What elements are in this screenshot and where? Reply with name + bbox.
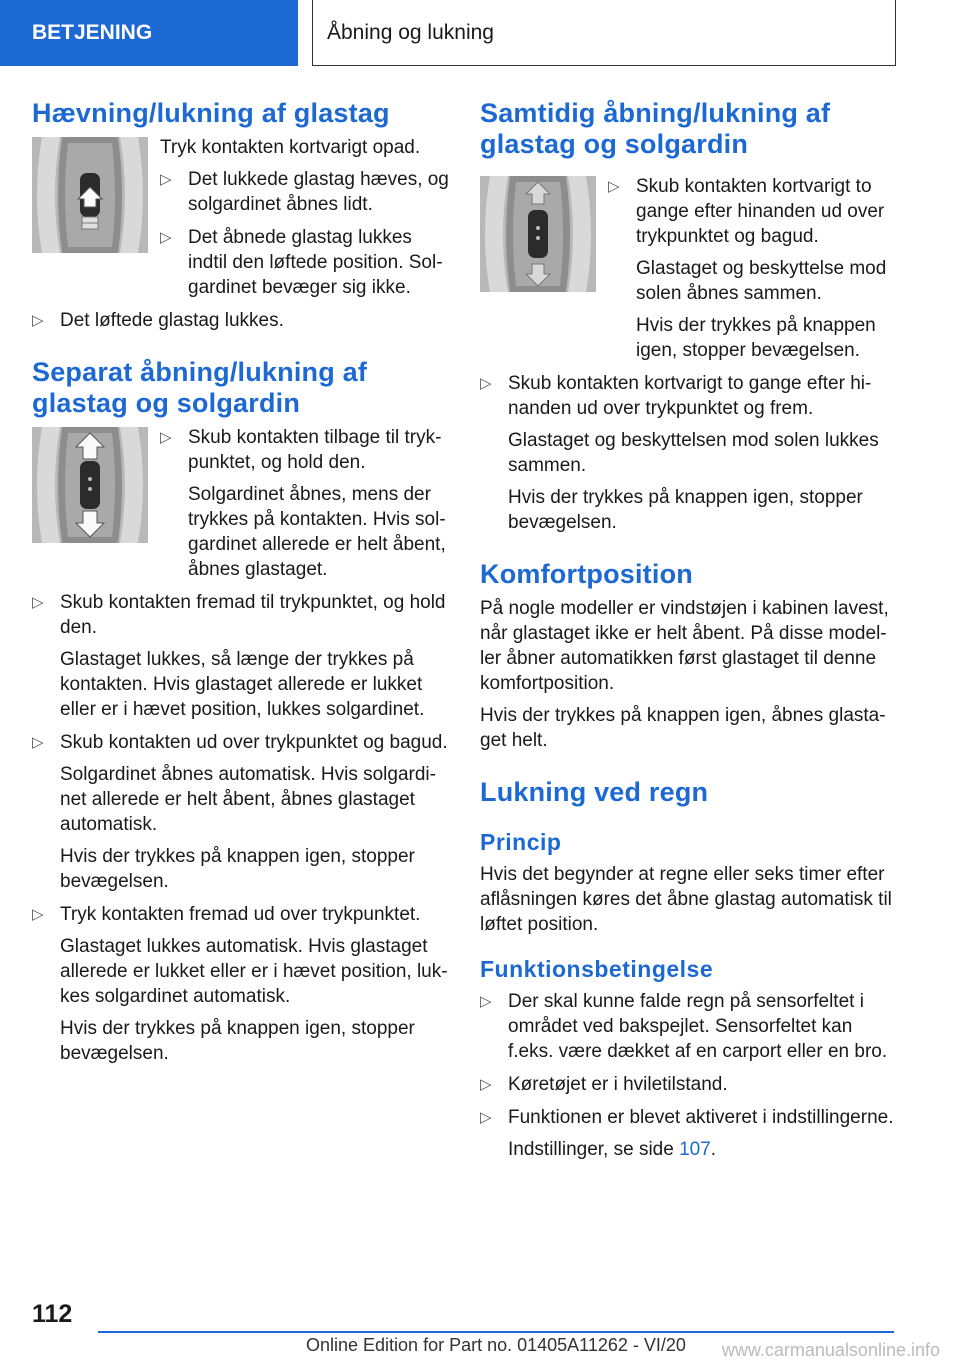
edition-note: Online Edition for Part no. 01405A11262 - VI/20 xyxy=(306,1335,686,1355)
triangle-bullet-icon: ▷ xyxy=(160,429,172,446)
triangle-bullet-icon: ▷ xyxy=(480,1076,492,1093)
list-item-detail: Solgardinet åbnes, mens der trykkes på kontakten. Hvis sol-gardinet allerede er helt åbent, åbnes glastaget. xyxy=(188,484,446,580)
list-item-text: Der skal kunne falde regn på sensorfeltet i området ved bakspejlet. Sensorfeltet kan f.eks. være dækket af en carport eller en bro. xyxy=(508,991,888,1062)
paragraph: Hvis der trykkes på knappen igen, åbnes glasta-get helt. xyxy=(480,705,886,751)
watermark: www.carmanualsonline.info xyxy=(721,1340,940,1360)
triangle-bullet-icon: ▷ xyxy=(32,594,44,611)
list-item-detail: Hvis der trykkes på knappen igen, stopper bevægelsen. xyxy=(60,1018,415,1064)
triangle-bullet-icon: ▷ xyxy=(160,229,172,246)
section-separate-open-close xyxy=(32,357,450,1066)
list-item-detail: Glastaget lukkes automatisk. Hvis glastaget allerede er lukket eller er i hævet position, luk-kes solgardinet automatisk. xyxy=(60,936,448,1007)
list-item xyxy=(480,1072,898,1097)
list-item-detail: Solgardinet åbnes automatisk. Hvis solgardi-net allerede er helt åbent, åbnes glastaget automatisk. xyxy=(60,764,436,835)
reference-suffix: . xyxy=(710,1139,717,1160)
list-item-text: Skub kontakten kortvarigt to gange efter hi-nanden ud over trykpunktet og frem. xyxy=(508,373,872,419)
list-item-text: Køretøjet er i hviletilstand. xyxy=(508,1074,728,1095)
list-item xyxy=(480,371,898,535)
list-item-text: Funktionen er blevet aktiveret i indstillingerne. xyxy=(508,1107,894,1128)
list-item xyxy=(480,989,898,1064)
section-raise-close-glass-roof xyxy=(32,98,450,333)
page-link-107[interactable]: 107 xyxy=(679,1139,711,1160)
page-number: 112 xyxy=(32,1300,73,1328)
triangle-bullet-icon: ▷ xyxy=(32,906,44,923)
footer-divider xyxy=(98,1331,894,1333)
list-item-text: Skub kontakten tilbage til tryk-punktet, og hold den. xyxy=(188,427,442,473)
list-item xyxy=(608,174,898,363)
list-item-text: Skub kontakten kortvarigt to gange efter hinanden ud over trykpunktet og bagud. xyxy=(636,176,885,247)
list-item-text: Skub kontakten ud over trykpunktet og bagud. xyxy=(60,732,448,753)
list-item xyxy=(32,308,450,333)
list-item-detail: Hvis der trykkes på knappen igen, stopper bevægelsen. xyxy=(636,315,876,361)
triangle-bullet-icon: ▷ xyxy=(160,171,172,188)
section-comfort-position xyxy=(480,559,898,753)
section-title: Samtidig åbning/lukning af glastag og solgardin xyxy=(480,98,831,159)
section-rain-closing xyxy=(480,777,898,1162)
list-item xyxy=(32,590,450,722)
section-simultaneous-open-close xyxy=(480,98,898,535)
list-item xyxy=(160,425,450,582)
triangle-bullet-icon: ▷ xyxy=(608,178,620,195)
list-item-detail: Glastaget lukkes, så længe der trykkes på kontakten. Hvis glastaget allerede er lukket eller er i hævet position, lukkes solgardinet. xyxy=(60,649,425,720)
list-item xyxy=(32,730,450,894)
list-item-detail: Glastaget og beskyttelsen mod solen lukkes sammen. xyxy=(508,430,879,476)
switch-up-illustration xyxy=(32,137,148,253)
subsection-title: Princip xyxy=(480,829,562,855)
switch-double-illustration xyxy=(480,176,596,292)
reference-prefix: Indstillinger, se side xyxy=(508,1139,680,1160)
list-item xyxy=(32,902,450,1066)
subsection-title: Funktionsbetingelse xyxy=(480,956,714,982)
chapter-tab[interactable]: BETJENING xyxy=(0,0,298,66)
triangle-bullet-icon: ▷ xyxy=(480,1109,492,1126)
page-heading: Åbning og lukning xyxy=(312,0,896,66)
list-item-text: Det løftede glastag lukkes. xyxy=(60,310,284,331)
right-column xyxy=(480,98,898,1186)
list-item xyxy=(160,167,450,217)
list-item-detail: Glastaget og beskyttelse mod solen åbnes sammen. xyxy=(636,258,887,304)
section-title: Separat åbning/lukning af glastag og solgardin xyxy=(32,357,368,418)
section-title: Hævning/lukning af glastag xyxy=(32,98,390,128)
list-item-detail: Hvis der trykkes på knappen igen, stopper bevægelsen. xyxy=(508,487,863,533)
list-item-detail: Hvis der trykkes på knappen igen, stopper bevægelsen. xyxy=(60,846,415,892)
paragraph: Hvis det begynder at regne eller seks timer efter aflåsningen køres det åbne glastag automatisk til løftet position. xyxy=(480,864,892,935)
list-item-text: Det lukkede glastag hæves, og solgardinet åbnes lidt. xyxy=(188,169,449,215)
triangle-bullet-icon: ▷ xyxy=(32,734,44,751)
left-column xyxy=(32,98,450,1090)
triangle-bullet-icon: ▷ xyxy=(32,312,44,329)
section-title: Komfortposition xyxy=(480,559,693,589)
paragraph: På nogle modeller er vindstøjen i kabinen lavest, når glastaget ikke er helt åbent. På disse model-ler åbner automatikken først glastaget til denne komfortposition. xyxy=(480,598,889,694)
settings-reference xyxy=(508,1137,898,1162)
section-title: Lukning ved regn xyxy=(480,777,709,807)
list-item xyxy=(480,1105,898,1162)
switch-up-down-illustration xyxy=(32,427,148,543)
list-item-text: Skub kontakten fremad til trykpunktet, og hold den. xyxy=(60,592,446,638)
triangle-bullet-icon: ▷ xyxy=(480,993,492,1010)
triangle-bullet-icon: ▷ xyxy=(480,375,492,392)
list-item-text: Tryk kontakten fremad ud over trykpunktet. xyxy=(60,904,421,925)
list-item-text: Det åbnede glastag lukkes indtil den løftede position. Sol-gardinet bevæger sig ikke. xyxy=(188,227,443,298)
intro-text: Tryk kontakten kortvarigt opad. xyxy=(160,137,421,158)
list-item xyxy=(160,225,450,300)
